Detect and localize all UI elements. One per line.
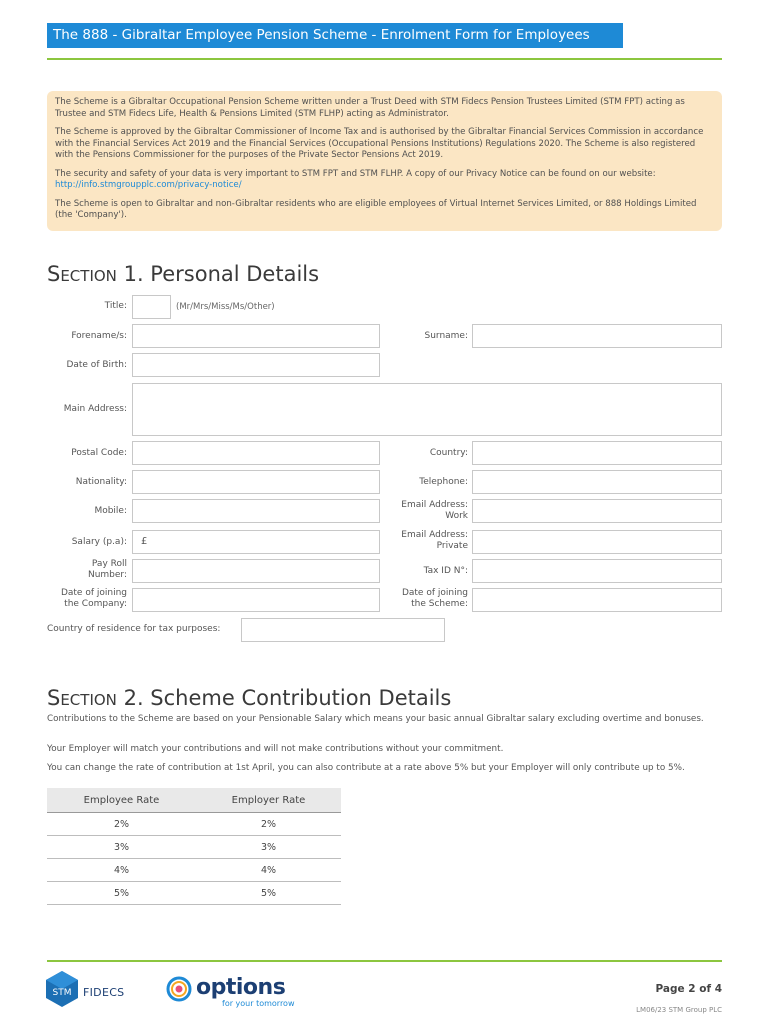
stm-fidecs-logo	[45, 970, 79, 1008]
join-scheme-label-line2: the Scheme:	[411, 599, 468, 609]
table-row	[47, 859, 341, 882]
join-company-label-line2: the Company:	[64, 599, 127, 609]
contribution-paragraph-1: Contributions to the Scheme are based on your Pensionable Salary which means your basic annual Gibraltar salary excluding overtime and bonuses.	[47, 714, 704, 724]
stm-logo-text: STM	[52, 988, 72, 998]
postal-code-input[interactable]	[132, 441, 380, 465]
dob-label: Date of Birth:	[66, 360, 127, 370]
mobile-label: Mobile:	[94, 506, 127, 516]
email-work-input[interactable]	[472, 499, 722, 523]
section-1-title: 1. Personal Details	[123, 262, 320, 286]
salary-label: Salary (p.a):	[71, 537, 127, 547]
employer-rate-cell: 5%	[196, 882, 341, 905]
fidecs-wordmark: FIDECS	[83, 986, 125, 999]
email-private-input[interactable]	[472, 530, 722, 554]
table-row	[47, 882, 341, 905]
title-label: Title:	[104, 301, 127, 311]
employee-rate-cell: 3%	[47, 836, 196, 859]
contribution-paragraph-2: Your Employer will match your contributions and will not make contributions without your commitment.	[47, 744, 504, 754]
postal-code-label: Postal Code:	[71, 448, 127, 458]
join-scheme-label	[385, 588, 468, 610]
title-hint: (Mr/Mrs/Miss/Ms/Other)	[176, 302, 275, 312]
contribution-paragraph-3: You can change the rate of contribution at 1st April, you can also contribute at a rate above 5% but your Employer will only contribute up to 5%.	[47, 763, 685, 773]
employee-rate-cell: 4%	[47, 859, 196, 882]
country-input[interactable]	[472, 441, 722, 465]
telephone-label: Telephone:	[419, 477, 468, 487]
section-2-prefix: Section	[47, 686, 117, 710]
section-2-heading	[47, 686, 451, 710]
page-number: Page 2 of 4	[655, 983, 722, 995]
payroll-input[interactable]	[132, 559, 380, 583]
payroll-label-line1: Pay Roll	[91, 559, 127, 569]
table-row	[47, 836, 341, 859]
info-paragraph-3	[55, 169, 714, 192]
options-logo-icon	[166, 976, 192, 1002]
tax-residence-label: Country of residence for tax purposes:	[47, 624, 221, 634]
section-2-title: 2. Scheme Contribution Details	[123, 686, 452, 710]
tax-id-label: Tax ID N°:	[423, 566, 468, 576]
options-tagline: for your tomorrow	[222, 999, 295, 1008]
surname-label: Surname:	[424, 331, 468, 341]
privacy-text: The security and safety of your data is very important to STM FPT and STM FLHP. A copy of our Privacy Notice can be found on our website:	[55, 168, 656, 179]
address-label: Main Address:	[63, 404, 127, 414]
employer-rate-header: Employer Rate	[196, 788, 341, 813]
mobile-input[interactable]	[132, 499, 380, 523]
dob-input[interactable]	[132, 353, 380, 377]
address-input[interactable]	[132, 383, 722, 436]
scheme-info-box	[47, 91, 722, 231]
nationality-input[interactable]	[132, 470, 380, 494]
form-title-banner: The 888 - Gibraltar Employee Pension Scheme - Enrolment Form for Employees	[47, 23, 623, 48]
email-private-label-line2: Private	[436, 541, 468, 551]
tax-id-input[interactable]	[472, 559, 722, 583]
payroll-label	[47, 559, 127, 581]
telephone-input[interactable]	[472, 470, 722, 494]
payroll-label-line2: Number:	[87, 570, 127, 580]
employee-rate-cell: 2%	[47, 813, 196, 836]
info-paragraph-1: The Scheme is a Gibraltar Occupational Pension Scheme written under a Trust Deed with STM Fidecs Pension Trustees Limited (STM FPT) acting as Trustee and STM Fidecs Life, Health & Pensions Limited (STM FLHP) acting as Administrator.	[55, 97, 685, 119]
email-work-label-line2: Work	[445, 511, 468, 521]
table-row	[47, 813, 341, 836]
employer-rate-cell: 2%	[196, 813, 341, 836]
join-scheme-label-line1: Date of joining	[401, 588, 468, 598]
forename-label: Forename/s:	[71, 331, 127, 341]
employer-rate-cell: 3%	[196, 836, 341, 859]
contribution-rates-table	[47, 788, 341, 905]
country-label: Country:	[429, 448, 468, 458]
header-divider	[47, 58, 722, 60]
forename-input[interactable]	[132, 324, 380, 348]
join-company-label-line1: Date of joining	[60, 588, 127, 598]
employee-rate-header: Employee Rate	[47, 788, 196, 813]
join-company-label	[47, 588, 127, 610]
email-private-label-line1: Email Address:	[401, 530, 468, 540]
employee-rate-cell: 5%	[47, 882, 196, 905]
section-1-heading	[47, 262, 319, 286]
title-input[interactable]	[132, 295, 171, 319]
email-work-label	[385, 500, 468, 522]
join-company-input[interactable]	[132, 588, 380, 612]
table-header-row	[47, 788, 341, 813]
document-code: LM06/23 STM Group PLC	[636, 1006, 722, 1014]
footer-divider	[47, 960, 722, 962]
currency-symbol: £	[141, 536, 148, 547]
info-paragraph-4: The Scheme is open to Gibraltar and non-Gibraltar residents who are eligible employees of Virtual Internet Services Limited, or 888 Holdings Limited (the 'Company').	[55, 198, 697, 220]
surname-input[interactable]	[472, 324, 722, 348]
options-wordmark: options	[196, 975, 286, 1000]
email-work-label-line1: Email Address:	[401, 500, 468, 510]
info-paragraph-2: The Scheme is approved by the Gibraltar Commissioner of Income Tax and is authorised by the Gibraltar Financial Services Commission in accordance with the Financial Services Act 2019 and the Financial Services (Occupational Pensions Institutions) Regulations 2020. The Scheme is also registered with the Pensions Commissioner for the purposes of the Private Sector Pensions Act 2019.	[55, 127, 704, 160]
join-scheme-input[interactable]	[472, 588, 722, 612]
salary-input[interactable]	[132, 530, 380, 554]
privacy-notice-link[interactable]: http://info.stmgroupplc.com/privacy-notice/	[55, 180, 242, 190]
employer-rate-cell: 4%	[196, 859, 341, 882]
nationality-label: Nationality:	[75, 477, 127, 487]
email-private-label	[385, 530, 468, 552]
tax-residence-input[interactable]	[241, 618, 445, 642]
section-1-prefix: Section	[47, 262, 117, 286]
